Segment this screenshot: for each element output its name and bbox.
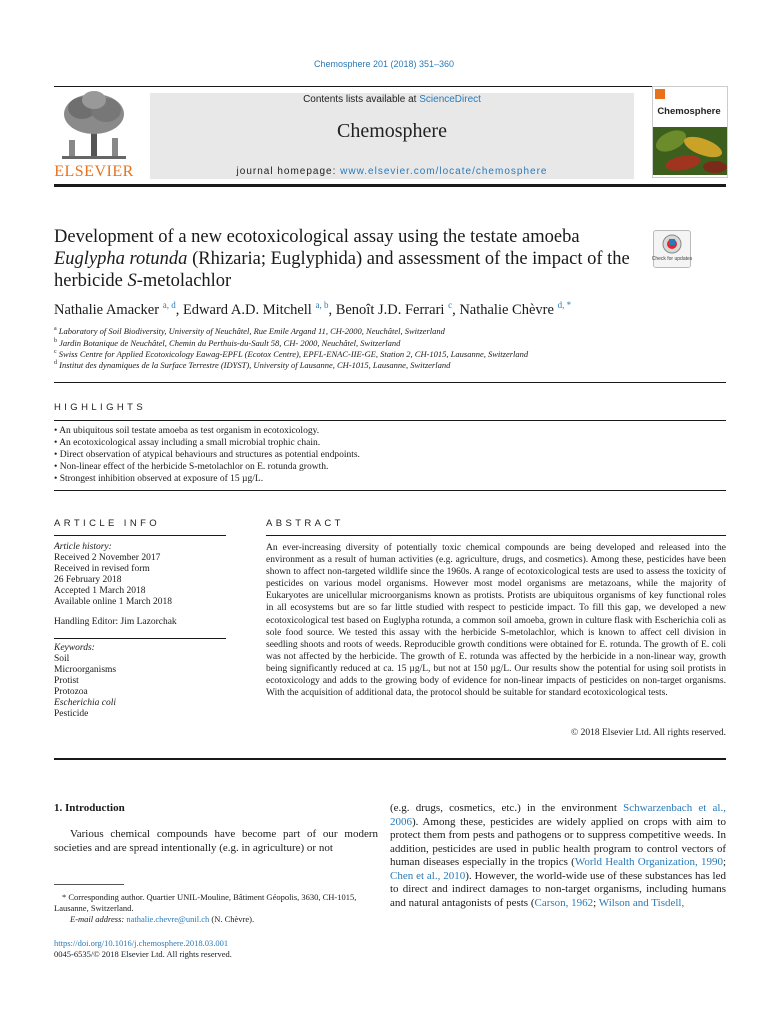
check-updates-icon bbox=[651, 231, 693, 267]
keywords-label: Keywords: bbox=[54, 643, 95, 653]
homepage-prefix: journal homepage: bbox=[236, 166, 341, 177]
affiliation-text: Laboratory of Soil Biodiversity, University of Neuchâtel, Rue Emile Argand 11, CH-2000, Neuchâtel, Switzerland bbox=[58, 326, 445, 336]
keywords-rule bbox=[54, 638, 226, 639]
abstract-heading: ABSTRACT bbox=[266, 518, 344, 529]
email-suffix: (N. Chèvre). bbox=[209, 914, 255, 924]
affiliation-key: b bbox=[54, 338, 57, 345]
history-item: Received in revised form bbox=[54, 564, 150, 574]
citation-link[interactable]: Wilson and Tisdell, bbox=[598, 896, 685, 909]
citation-link[interactable]: Schwarzenbach et al., 2006 bbox=[390, 802, 726, 828]
title-part: (Rhizaria; Euglyphida) and assessment of the impact of the herbicide bbox=[54, 249, 630, 291]
elsevier-wordmark: ELSEVIER bbox=[54, 163, 134, 180]
homepage-link[interactable]: www.elsevier.com/locate/chemosphere bbox=[340, 166, 548, 177]
affiliation bbox=[54, 338, 400, 348]
body-text: ). However, the world-wide use of these substances has led to direct and indirect damages to non-target organisms, including humans and natural antagonists of pests ( bbox=[390, 869, 726, 909]
body-text: (e.g. drugs, cosmetics, etc.) in the environment bbox=[390, 802, 624, 814]
highlights-top-rule bbox=[54, 420, 726, 421]
article-title bbox=[54, 226, 639, 292]
highlights-bottom-rule bbox=[54, 490, 726, 491]
issn-copyright: 0045-6535/© 2018 Elsevier Ltd. All rights reserved. bbox=[54, 949, 232, 959]
handling-editor: Handling Editor: Jim Lazorchak bbox=[54, 617, 177, 627]
author-affiliation-marker[interactable]: a, b bbox=[315, 300, 329, 310]
history-item: 26 February 2018 bbox=[54, 575, 122, 585]
affiliation-key: c bbox=[54, 349, 57, 356]
keyword: Protozoa bbox=[54, 687, 88, 697]
body-text: ; bbox=[593, 896, 599, 909]
footnote-rule bbox=[54, 884, 124, 885]
history-item: Available online 1 March 2018 bbox=[54, 597, 173, 607]
article-info-rule bbox=[54, 535, 226, 536]
masthead-bottom-rule bbox=[54, 184, 726, 187]
keyword: Escherichia coli bbox=[54, 698, 116, 708]
body-text: ; bbox=[722, 856, 727, 868]
author-name[interactable]: Benoît J.D. Ferrari bbox=[335, 301, 445, 318]
email-label: E-mail address: bbox=[70, 914, 127, 924]
contents-availability bbox=[150, 94, 634, 105]
author-affiliation-marker[interactable]: a, d bbox=[162, 300, 176, 310]
citation-link[interactable]: World Health Organization, 1990 bbox=[574, 856, 723, 868]
check-for-updates-badge[interactable] bbox=[653, 230, 691, 268]
history-label: Article history: bbox=[54, 542, 112, 552]
highlights-heading: HIGHLIGHTS bbox=[54, 402, 147, 413]
corresponding-author-note: * Corresponding author. Quartier UNIL-Mouline, Bâtiment Géopolis, 3630, CH-1015, Lausanne, Switzerland. bbox=[54, 892, 357, 913]
author-name[interactable]: Nathalie Amacker bbox=[54, 301, 160, 318]
keyword: Pesticide bbox=[54, 709, 89, 719]
title-part: -metolachlor bbox=[136, 271, 232, 291]
abstract-rule bbox=[266, 535, 726, 536]
title-species-name: Euglypha rotunda bbox=[54, 249, 188, 269]
highlight-item: • Direct observation of atypical behaviours and structures as potential endpoints. bbox=[54, 450, 360, 460]
journal-citation[interactable]: Chemosphere 201 (2018) 351–360 bbox=[313, 59, 455, 69]
cover-leaves-image bbox=[653, 127, 727, 175]
author-affiliation-marker[interactable]: d, * bbox=[557, 300, 572, 310]
sciencedirect-link[interactable]: ScienceDirect bbox=[419, 94, 481, 105]
highlight-item: • An ecotoxicological assay including a small microbial trophic chain. bbox=[54, 438, 321, 448]
abstract-copyright: © 2018 Elsevier Ltd. All rights reserved. bbox=[571, 728, 726, 738]
title-part: Development of a new ecotoxicological assay using the testate amoeba bbox=[54, 227, 580, 247]
affiliation-text: Jardin Botanique de Neuchâtel, Chemin du Perthuis-du-Sault 58, CH- 2000, Neuchâtel, Switzerland bbox=[59, 338, 401, 348]
highlight-text: Direct observation of atypical behaviours and structures as potential endpoints. bbox=[59, 450, 360, 460]
history-item: Accepted 1 March 2018 bbox=[54, 586, 146, 596]
affiliation-text: Swiss Centre for Applied Ecotoxicology Eawag-EPFL (Ecotox Centre), EPFL-ENAC-IIE-GE, Station 2, CH-1015, Lausanne, Switzerland bbox=[58, 349, 529, 359]
keyword: Protist bbox=[54, 676, 79, 686]
journal-homepage bbox=[150, 166, 634, 177]
email-link[interactable]: nathalie.chevre@unil.ch bbox=[126, 914, 210, 924]
citation-link[interactable]: Chen et al., 2010 bbox=[390, 869, 466, 882]
email-line bbox=[70, 914, 254, 925]
keyword: Soil bbox=[54, 654, 70, 664]
highlight-text: Non-linear effect of the herbicide S-metolachlor on E. rotunda growth. bbox=[59, 462, 329, 472]
cover-logo-icon bbox=[655, 89, 665, 99]
affiliation bbox=[54, 349, 528, 359]
highlight-item: • Non-linear effect of the herbicide S-metolachlor on E. rotunda growth. bbox=[54, 462, 329, 472]
affiliation-key: d bbox=[54, 360, 57, 367]
contents-prefix: Contents lists available at bbox=[303, 94, 420, 105]
doi-link[interactable]: https://doi.org/10.1016/j.chemosphere.2018.03.001 bbox=[54, 938, 229, 948]
highlight-item: • Strongest inhibition observed at exposure of 15 µg/L. bbox=[54, 474, 264, 484]
section-heading: 1. Introduction bbox=[54, 802, 125, 814]
affiliation bbox=[54, 326, 445, 336]
journal-cover-thumbnail[interactable] bbox=[652, 86, 728, 178]
article-info-heading: ARTICLE INFO bbox=[54, 518, 161, 529]
intro-paragraph-continued bbox=[390, 802, 726, 910]
abstract-body: An ever-increasing diversity of potentially toxic chemical compounds are being developed and released into the environment as a result of human activities (e.g. agriculture, drugs, and cosmetics). Among these, pesticides have been shown to affect non-targeted wildlife since the 1960s. A range of ecotoxicological tests are used to assess the toxicity of pesticides on various model organisms. However most model organisms are metazoans, while the majority of Eukaryotes are unicellular microorganisms known as protists. Protists are ubiquitous organisms of key functional roles in all ecosystems but are so far little studied with respect to pesticide impact. To fill this gap, we developed a new ecotoxicological test based on Euglypha rotunda, a common soil amoeba, grown in culture flask with Escherichia coli as sole food source. We tested this assay with the herbicide S-metolachlor, which is known to affect cell division in seedling shoots and roots of weeds. Reproducible growth conditions were obtained for E. rotunda. The growth of E. coli was not affected by the herbicide. The growth of E. rotunda was affected by the herbicide in a non-linear way, growth being significantly reduced at ca. 15 µg/L, but not at 150 µg/L. Our results show the potential for using soil protists in ecotoxicology and adds to the growing body of evidence for non-linear impacts of pesticides on non-target organisms. With the acquisition of additional data, the protocol should be suitable for standard ecotoxicological tests. bbox=[266, 543, 726, 699]
title-stereo-prefix: S bbox=[127, 271, 137, 291]
author-affiliation-marker[interactable]: c bbox=[448, 300, 453, 310]
highlight-text: Strongest inhibition observed at exposure of 15 µg/L. bbox=[59, 474, 264, 484]
front-matter-bottom-rule bbox=[54, 758, 726, 760]
highlight-item: • An ubiquitous soil testate amoeba as test organism in ecotoxicology. bbox=[54, 426, 320, 436]
history-item: Received 2 November 2017 bbox=[54, 553, 161, 563]
svg-text:Check for updates: Check for updates bbox=[651, 256, 693, 262]
highlight-text: An ubiquitous soil testate amoeba as test organism in ecotoxicology. bbox=[59, 426, 320, 436]
body-text: ). Among these, pesticides are widely applied on crops with aim to protect them from pests and pathogens or to suppress competitive weeds. In addition, pesticides are used in public health program to control vectors of human diseases especially in the tropics ( bbox=[390, 815, 726, 868]
author-list: Nathalie Amacker $^{a, d}$, Edward A.D. Mitchell $^{a, b}$, Benoît J.D. Ferrari $^c$, Nathalie Chèvre $^{d, *}$ bbox=[54, 300, 572, 318]
cover-journal-title: Chemosphere bbox=[657, 106, 721, 117]
journal-name: Chemosphere bbox=[337, 120, 447, 142]
author-name[interactable]: Nathalie Chèvre bbox=[459, 301, 554, 318]
keyword: Microorganisms bbox=[54, 665, 117, 675]
intro-paragraph: Various chemical compounds have become part of our modern societies and are spread intentionally (e.g. in agriculture) or not bbox=[54, 828, 378, 854]
highlight-text: An ecotoxicological assay including a small microbial trophic chain. bbox=[59, 438, 321, 448]
masthead-top-rule bbox=[54, 86, 726, 87]
citation-link[interactable]: Carson, 1962 bbox=[534, 896, 594, 909]
affiliation bbox=[54, 360, 450, 370]
title-block-rule bbox=[54, 382, 726, 383]
affiliation-text: Institut des dynamiques de la Surface Terrestre (IDYST), University of Lausanne, CH-1015, Lausanne, Switzerland bbox=[59, 360, 451, 370]
author-name[interactable]: Edward A.D. Mitchell bbox=[182, 301, 312, 318]
affiliation-key: a bbox=[54, 326, 57, 333]
